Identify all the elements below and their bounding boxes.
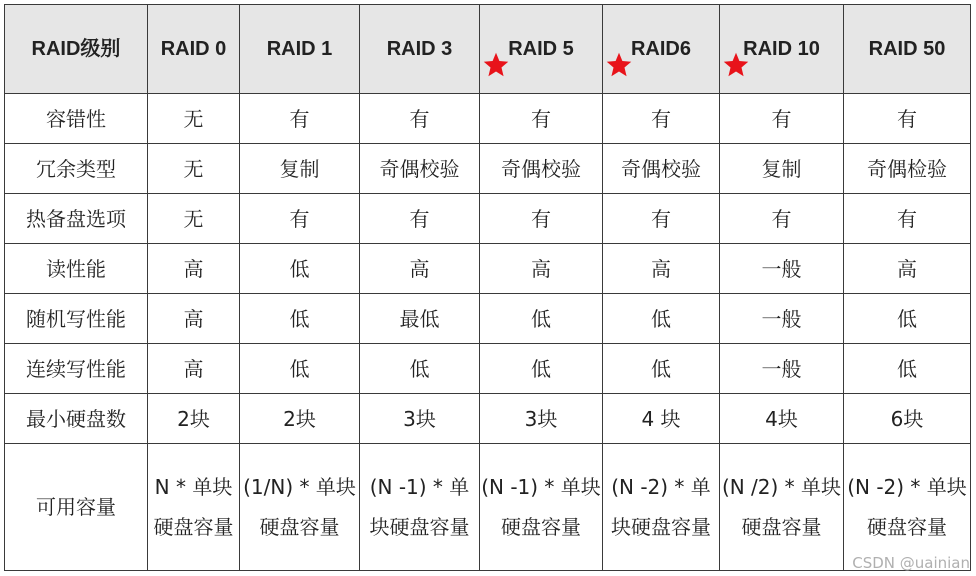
- table-row: [5, 144, 971, 194]
- table-cell: 奇偶校验: [360, 144, 480, 194]
- table-cell: (N -2) * 单块硬盘容量: [603, 444, 720, 571]
- row-label: 连续写性能: [5, 344, 148, 394]
- table-cell: (N -2) * 单块硬盘容量: [844, 444, 971, 571]
- row-label: 读性能: [5, 244, 148, 294]
- table-cell: 有: [240, 94, 360, 144]
- table-cell: 低: [240, 294, 360, 344]
- table-cell: 高: [148, 294, 240, 344]
- table-cell: 有: [603, 194, 720, 244]
- star-icon: [605, 51, 633, 79]
- row-label: 最小硬盘数: [5, 394, 148, 444]
- header-raid-3: RAID 3: [360, 5, 480, 94]
- row-label: 容错性: [5, 94, 148, 144]
- table-cell: 高: [148, 244, 240, 294]
- table-row: [5, 94, 971, 144]
- table-cell: 有: [720, 94, 844, 144]
- row-label: 冗余类型: [5, 144, 148, 194]
- table-cell: 低: [480, 344, 603, 394]
- table-cell: 无: [148, 194, 240, 244]
- table-cell: 复制: [720, 144, 844, 194]
- table-cell: 低: [603, 344, 720, 394]
- table-row: [5, 244, 971, 294]
- table-cell: 高: [480, 244, 603, 294]
- table-cell: 奇偶校验: [480, 144, 603, 194]
- table-cell: 有: [360, 194, 480, 244]
- table-cell: 有: [844, 194, 971, 244]
- table-cell: N * 单块硬盘容量: [148, 444, 240, 571]
- table-cell: (N /2) * 单块硬盘容量: [720, 444, 844, 571]
- table-row: [5, 344, 971, 394]
- row-label: 随机写性能: [5, 294, 148, 344]
- watermark: CSDN @uainian: [852, 554, 970, 572]
- table-cell: 6块: [844, 394, 971, 444]
- table-row: [5, 294, 971, 344]
- row-label: 热备盘选项: [5, 194, 148, 244]
- table-cell: 低: [844, 344, 971, 394]
- header-raid-10: RAID 10: [720, 5, 844, 94]
- table-cell: 3块: [480, 394, 603, 444]
- table-cell: 高: [360, 244, 480, 294]
- table-cell: 无: [148, 144, 240, 194]
- table-cell: 高: [603, 244, 720, 294]
- table-cell: 低: [844, 294, 971, 344]
- raid-comparison-table: [4, 4, 971, 571]
- table-cell: 3块: [360, 394, 480, 444]
- table-cell: 有: [720, 194, 844, 244]
- table-cell: 高: [148, 344, 240, 394]
- header-raid-1: RAID 1: [240, 5, 360, 94]
- table-cell: (1/N) * 单块硬盘容量: [240, 444, 360, 571]
- table-cell: 一般: [720, 344, 844, 394]
- table-cell: (N -1) * 单块硬盘容量: [360, 444, 480, 571]
- table-cell: 有: [480, 94, 603, 144]
- table-cell: 一般: [720, 294, 844, 344]
- table-cell: 奇偶校验: [603, 144, 720, 194]
- table-cell: 复制: [240, 144, 360, 194]
- header-raid-5: RAID 5: [480, 5, 603, 94]
- table-cell: 最低: [360, 294, 480, 344]
- table-cell: 有: [360, 94, 480, 144]
- table-cell: 2块: [148, 394, 240, 444]
- table-cell: 无: [148, 94, 240, 144]
- star-icon: [722, 51, 750, 79]
- table-cell: (N -1) * 单块硬盘容量: [480, 444, 603, 571]
- star-icon: [482, 51, 510, 79]
- table-cell: 高: [844, 244, 971, 294]
- header-row: [5, 5, 971, 94]
- table-row: [5, 194, 971, 244]
- header-raid-6: RAID6: [603, 5, 720, 94]
- table-cell: 一般: [720, 244, 844, 294]
- header-raid-0: RAID 0: [148, 5, 240, 94]
- table-cell: 2块: [240, 394, 360, 444]
- table-cell: 有: [480, 194, 603, 244]
- table-cell: 有: [603, 94, 720, 144]
- table-cell: 低: [240, 244, 360, 294]
- table-row: [5, 394, 971, 444]
- table-cell: 有: [844, 94, 971, 144]
- header-raid-level: RAID级别: [5, 5, 148, 94]
- header-raid-50: RAID 50: [844, 5, 971, 94]
- table-cell: 有: [240, 194, 360, 244]
- table-row: [5, 444, 971, 571]
- table-cell: 低: [240, 344, 360, 394]
- table-cell: 低: [360, 344, 480, 394]
- table-cell: 低: [480, 294, 603, 344]
- table-cell: 4块: [720, 394, 844, 444]
- table-cell: 4 块: [603, 394, 720, 444]
- table-cell: 低: [603, 294, 720, 344]
- table-cell: 奇偶检验: [844, 144, 971, 194]
- row-label: 可用容量: [5, 444, 148, 571]
